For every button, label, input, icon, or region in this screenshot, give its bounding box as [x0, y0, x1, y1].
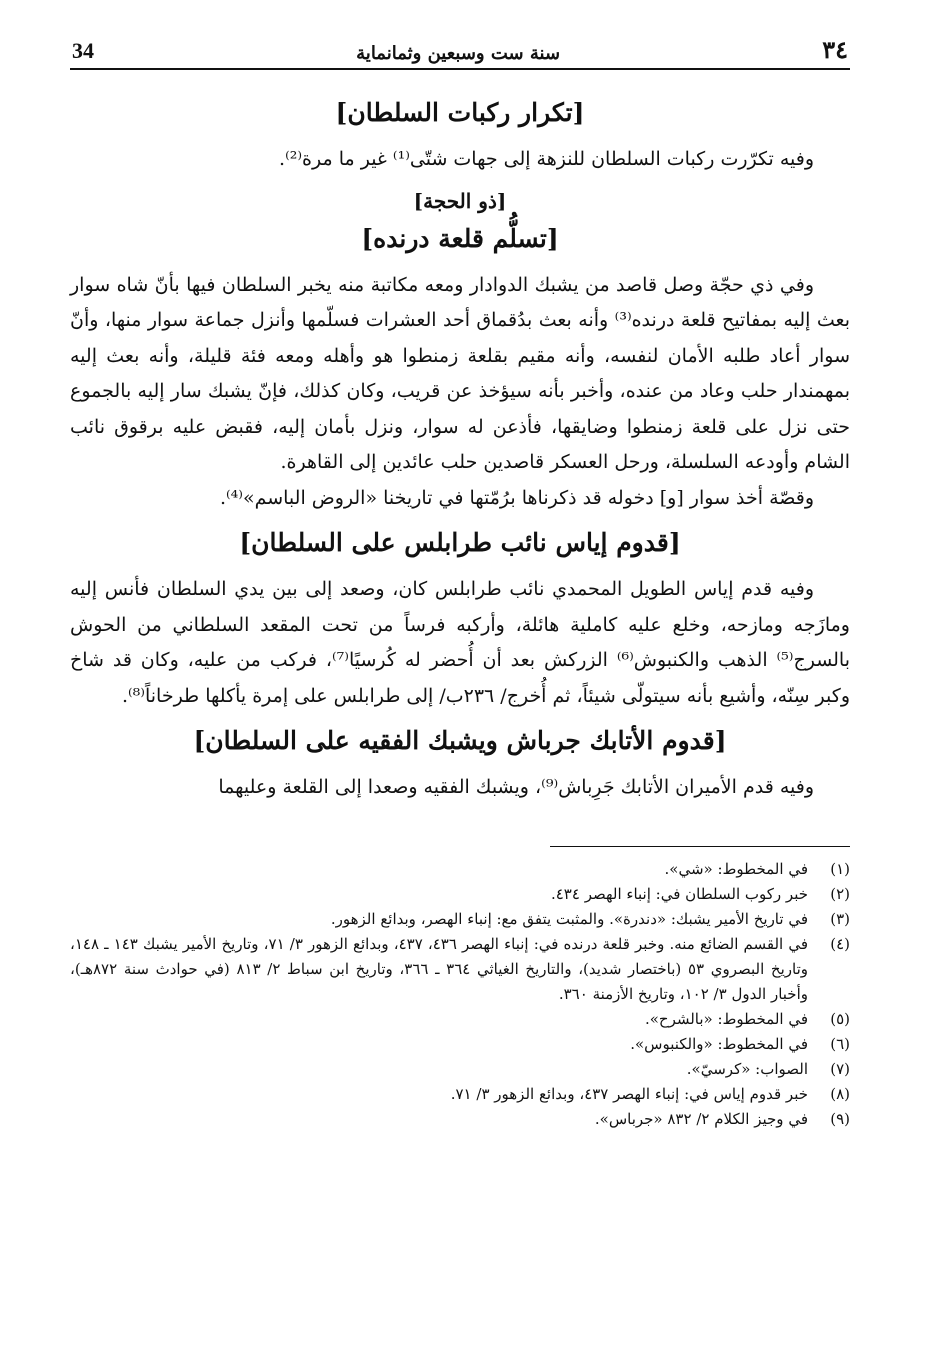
footnote-number: (٩): [830, 1109, 850, 1128]
footnote-text: في المخطوط: «شي».: [664, 859, 808, 878]
footnote-text: خبر قدوم إياس في: إنباء الهصر ٤٣٧، وبدائع الزهور ٣/ ٧١.: [450, 1084, 808, 1103]
page-number-latin: 34: [72, 38, 94, 63]
footnote: [70, 882, 850, 907]
footnote-number: (٧): [830, 1059, 850, 1078]
paragraph: وفيه تكرّرت ركبات السلطان للنزهة إلى جهات شتّى⁽¹⁾ غير ما مرة⁽²⁾.: [279, 148, 814, 170]
section-title: [تسلُّم قلعة درنده]: [361, 223, 559, 253]
footnote: [70, 907, 850, 932]
footnote: [70, 932, 850, 1007]
footnote-number: (١): [830, 859, 850, 878]
footnote-text: في تاريخ الأمير يشبك: «دندرة». والمثبت يتفق مع: إنباء الهصر، وبدائع الزهور.: [330, 909, 808, 928]
paragraph: وقصّة أخذ سوار [و] دخوله قد ذكرناها برُمّتها في تاريخنا «الروض الباسم»⁽⁴⁾.: [219, 486, 814, 509]
footnote-text: في المخطوط: «والكنبوس».: [630, 1034, 808, 1053]
section-title: [قدوم الأتابك جرباش ويشبك الفقيه على السلطان]: [193, 726, 727, 755]
paragraph: وفيه قدم الأميران الأتابك جَرِباش⁽⁹⁾، ويشبك الفقيه وصعدا إلى القلعة وعليهما: [218, 776, 814, 798]
footnote-number: (٥): [830, 1009, 850, 1028]
footnote-number: (٤): [830, 934, 850, 953]
running-header: [70, 28, 850, 70]
footnote-number: (٢): [830, 884, 850, 903]
main-text: [70, 94, 850, 1132]
paragraph: وفي ذي حجّة وصل قاصد من يشبك الدوادار ومعه مكاتبة منه يخبر السلطان فيها بأنّ شاه سوار بعث إليه بمفاتيح قلعة درنده⁽³⁾ وأنه بعث بدُقماق أحد العشرات فسلّمها وأنزل جماعة سوار منها، وأنّ سوار أعاد طلبه الأمان لنفسه، وأنه مقيم بقلعة زمنطوا هو وأهله ومعه فئة قليلة، وأنه بعث إليه بمهمندار حلب وعاد من عنده، وأخبر بأنه سيؤخذ عن قريب، وكان كذلك، فإنّ يشبك سار إليه بالجموع حتى نزل على قلعة زمنطوا وضايقها، فأذعن له سوار، ونزل بأمان إليه، فقبض عليه برقوق نائب الشام وأودعه السلسلة، ورحل العسكر قاصدين حلب عائدين إلى القاهرة.: [70, 273, 850, 473]
footnote-text: في وجيز الكلام ٢/ ٨٣٢ «جرباس».: [594, 1109, 808, 1128]
footnote-divider: [550, 846, 850, 847]
footnote: [70, 857, 850, 882]
footnotes: [70, 857, 850, 1132]
section-subtitle: [ذو الحجة]: [413, 188, 507, 213]
footnote-text: في المخطوط: «بالشرح».: [644, 1009, 808, 1028]
section-title: [تكرار ركبات السلطان]: [335, 98, 585, 127]
page: [70, 28, 850, 1132]
footnote: [70, 1107, 850, 1132]
footnote-text: خبر ركوب السلطان في: إنباء الهصر ٤٣٤.: [550, 884, 808, 903]
footnote-number: (٨): [830, 1084, 850, 1103]
footnote-number: (٦): [830, 1034, 850, 1053]
footnote-text: الصواب: «كرسيّ».: [686, 1059, 808, 1078]
running-title: سنة ست وسبعين وثمانماية: [356, 43, 561, 64]
footnote: [70, 1057, 850, 1082]
paragraph: وفيه قدم إياس الطويل المحمدي نائب طرابلس كان، وصعد إلى بين يدي السلطان فأنس إليه ومازَجه ومازحه، وخلع عليه كاملية هائلة، وأركبه فرساً من تحت المقعد السلطاني من الحوش بالسرج⁽⁵⁾ الذهب والكنبوش⁽⁶⁾ الزركش بعد أن أُحضر له كُرسيًا⁽⁷⁾، فركب من عليه، وكان قد شاخ وكبر سِنّه، وأشيع بأنه سيتولّى شيئاً، ثم أُخرج/ ٢٣٦ب/ إلى طرابلس على إمرة يأكلها طرخاناً⁽⁸⁾.: [70, 578, 851, 707]
page-number-arabic: ٣٤: [822, 35, 848, 64]
footnote: [70, 1032, 850, 1057]
footnote: [70, 1082, 850, 1107]
footnote: [70, 1007, 850, 1032]
footnote-text: في القسم الضائع منه. وخبر قلعة درنده في: إنباء الهصر ٤٣٦، ٤٣٧، وبدائع الزهور ٣/ ٧١، وتاريخ الأمير يشبك ١٤٣ ـ ١٤٨، وتاريخ البصروي ٥٣ (باختصار شديد)، والتاريخ الغياثي ٣٦٤ ـ ٣٦٦، وتاريخ ابن سباط ٢/ ٨١٣ (في حوادث سنة ٨٧٢هـ)، وأخبار الدول ٣/ ١٠٢، وتاريخ الأزمنة ٣٦٠.: [70, 934, 809, 1003]
section-title: [قدوم إياس نائب طرابلس على السلطان]: [239, 528, 681, 557]
footnote-number: (٣): [830, 909, 850, 928]
